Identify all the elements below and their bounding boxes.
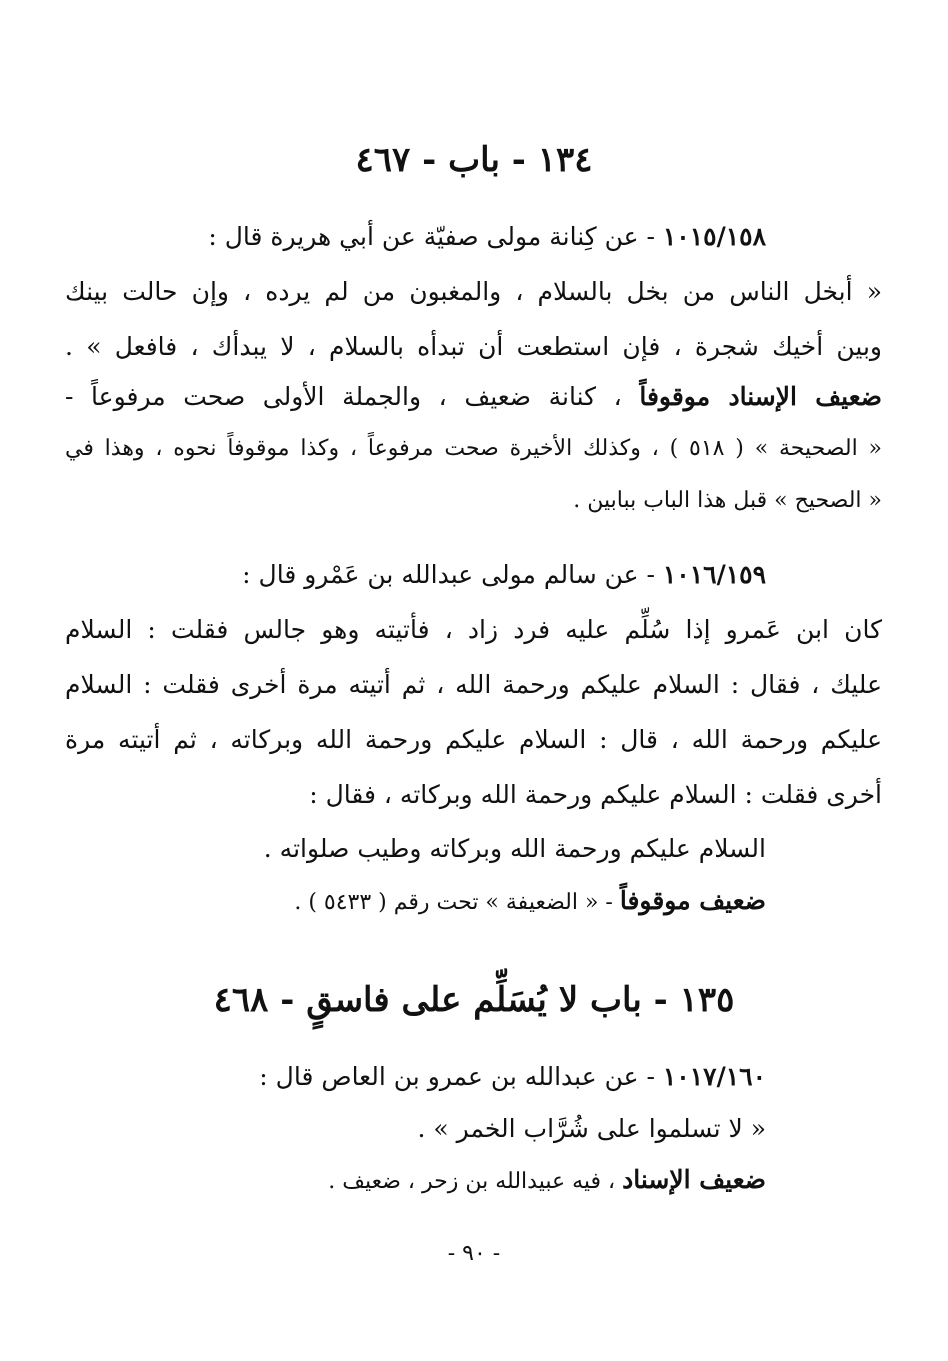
- page-number: - ٩٠ -: [447, 1241, 501, 1266]
- hadith-160-text-line-1: « لا تسلموا على شُرَّاب الخمر » .: [417, 1114, 766, 1143]
- hadith-158-number: ١٠١٥/١٥٨: [662, 222, 766, 251]
- hadith-158-grade: [65, 384, 882, 409]
- hadith-159-number: ١٠١٦/١٥٩: [662, 560, 766, 589]
- hadith-158-heading: [208, 224, 766, 249]
- hadith-160-grade-note: ، فيه عبيدالله بن زحر ، ضعيف .: [328, 1169, 623, 1194]
- hadith-158-text-line-2: وبين أخيك شجرة ، فإن استطعت أن تبدأه بالسلام ، لا يبدأك ، فافعل » .: [65, 332, 882, 361]
- hadith-160-grade: [328, 1167, 766, 1193]
- chapter-title-134: ١٣٤ - باب - ٤٦٧: [355, 140, 593, 180]
- hadith-160-number: ١٠١٧/١٦٠: [662, 1062, 766, 1091]
- chapter-title-135: ١٣٥ - باب لا يُسَلِّم على فاسقٍ - ٤٦٨: [213, 980, 735, 1020]
- hadith-159-heading: [242, 562, 766, 587]
- hadith-160-intro: - عن عبدالله بن عمرو بن العاص قال :: [259, 1062, 663, 1091]
- hadith-158-intro: - عن كِنانة مولى صفيّة عن أبي هريرة قال :: [208, 222, 663, 251]
- hadith-159-text-line-2: عليك ، فقال : السلام عليكم ورحمة الله ، ثم أتيته مرة أخرى فقلت : السلام: [65, 670, 882, 699]
- hadith-160-heading: [259, 1064, 766, 1089]
- hadith-158-text-line-1: « أبخل الناس من بخل بالسلام ، والمغبون من لم يرده ، وإن حالت بينك: [65, 277, 882, 306]
- hadith-158-note-line-2: « الصحيح » قبل هذا الباب ببابين .: [573, 488, 882, 513]
- hadith-159-grade: [294, 888, 766, 914]
- hadith-158-grade-note: ، كنانة ضعيف ، والجملة الأولى صحت مرفوعاً -: [65, 382, 640, 411]
- hadith-159-text-line-3: عليكم ورحمة الله ، قال : السلام عليكم ورحمة الله وبركاته ، ثم أتيته مرة: [65, 725, 882, 754]
- hadith-159-intro: - عن سالم مولى عبدالله بن عَمْرو قال :: [242, 560, 663, 589]
- hadith-159-text-line-5: السلام عليكم ورحمة الله وبركاته وطيب صلواته .: [263, 834, 766, 863]
- hadith-159-grade-note: - « الضعيفة » تحت رقم ( ٥٤٣٣ ) .: [294, 890, 620, 915]
- hadith-159-grade-label: ضعيف موقوفاً: [619, 886, 766, 915]
- hadith-158-grade-label: ضعيف الإسناد موقوفاً: [639, 382, 882, 411]
- hadith-158-note-line-1: « الصحيحة » ( ٥١٨ ) ، وكذلك الأخيرة صحت مرفوعاً ، وكذا موقوفاً نحوه ، وهذا في: [65, 436, 882, 461]
- hadith-159-text-line-1: كان ابن عَمرو إذا سُلِّم عليه فرد زاد ، فأتيته وهو جالس فقلت : السلام: [65, 615, 882, 644]
- hadith-160-grade-label: ضعيف الإسناد: [622, 1165, 766, 1194]
- hadith-159-text-line-4: أخرى فقلت : السلام عليكم ورحمة الله وبركاته ، فقال :: [309, 780, 882, 809]
